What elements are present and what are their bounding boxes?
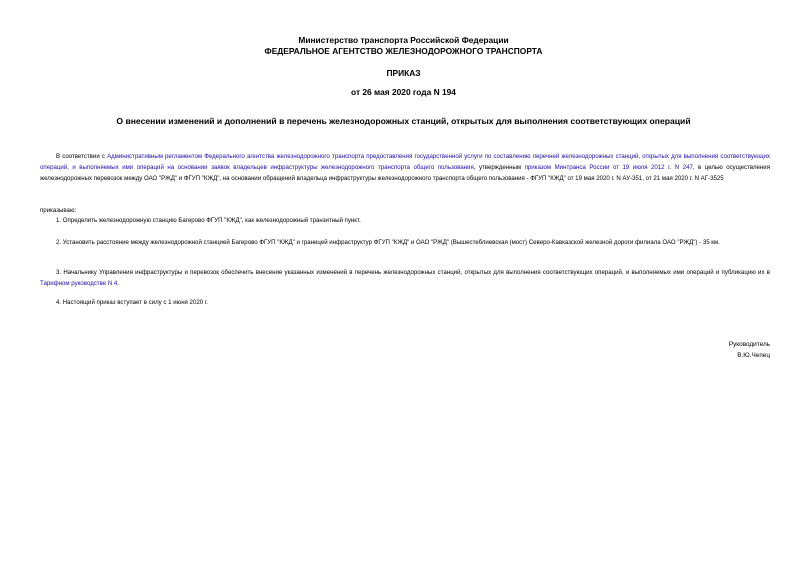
order-item-4: 4. Настоящий приказ вступает в силу с 1 июня 2020 г.: [56, 299, 208, 306]
document-date-number: от 26 мая 2020 года N 194: [351, 87, 456, 97]
order-item-2: 2. Установить расстояние между железнодорожной станцией Багерово ФГУП "КЖД" и границей инфраструктур ФГУП "КЖД" и ОАО "РЖД" (Вышестеблиевская (мост) Северо-Кавказской железной дороги филиала ОАО "РЖД") - 35 км.: [56, 239, 720, 246]
order-word: приказываю:: [40, 207, 77, 214]
mintrans-order-link[interactable]: приказом Минтранса России от 19 июля 2012 г. N 247: [524, 163, 693, 171]
agency-name: ФЕДЕРАЛЬНОЕ АГЕНТСТВО ЖЕЛЕЗНОДОРОЖНОГО ТРАНСПОРТА: [264, 46, 543, 56]
document-title: О внесении изменений и дополнений в перечень железнодорожных станций, открытых для выполнения соответствующих операций: [116, 116, 691, 126]
order-item-3-end: .: [117, 279, 120, 287]
signature-name: В.Ю.Чепец: [737, 352, 770, 359]
preamble-text-3: , в целью осуществления железнодорожных перевозок между ОАО "РЖД" и ФГУП "КЖД", на основании обращений владельца инфраструктуры железнодорожного транспорта общего пользования - ФГУП "КЖД" от 19 мая 2020 г. N АУ-351, от 21 мая 2020 г. N АГ-3525: [40, 163, 770, 182]
document-type: ПРИКАЗ: [386, 68, 421, 78]
preamble-paragraph: [40, 152, 770, 184]
tariff-guide-link[interactable]: Тарифном руководстве N 4: [40, 279, 118, 287]
order-item-1: 1. Определить железнодорожную станцию Багерово ФГУП "КЖД", как железнодорожный транзитный пункт.: [56, 217, 361, 224]
order-item-3: [40, 268, 770, 290]
regulation-link[interactable]: Административным регламентом Федерального агентства железнодорожного транспорта предоставления государственной услуги по составлению перечней железнодорожных станций, открытых для выполнения соответствующих операций, и выполняемых ими операций на основании заявок владельцев инфраструктуры железнодорожного транспорта общего пользования: [40, 153, 770, 171]
preamble-text-1: В соответствии с: [56, 153, 108, 160]
order-item-3-text: 3. Начальнику Управления инфраструктуры и перевозок обеспечить внесение указанных изменений в перечень железнодорожных станций, открытых для выполнения соответствующих операций, и выполняемых ими операций и публикацию их в: [56, 269, 770, 276]
preamble-text-2: , утвержденным: [473, 163, 525, 171]
ministry-name: Министерство транспорта Российской Федерации: [298, 35, 509, 45]
signature-position: Руководитель: [728, 341, 770, 348]
